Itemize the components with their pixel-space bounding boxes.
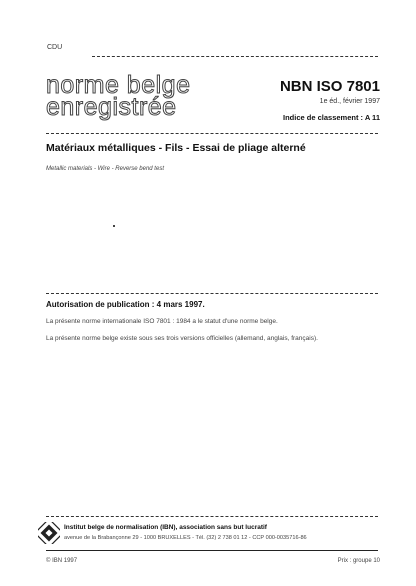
edition-date: 1e éd., février 1997 — [319, 98, 380, 105]
ibn-logo-icon — [38, 522, 60, 544]
brand-line-2: enregistrée — [46, 93, 177, 121]
header-separator — [46, 133, 378, 134]
document-subtitle: Metallic materials - Wire - Reverse bend test — [46, 166, 164, 172]
brand-line-1: norme belge — [46, 71, 191, 99]
publication-separator — [46, 293, 378, 294]
status-note: La présente norme internationale ISO 7801 : 1984 a le statut d'une norme belge. — [46, 318, 278, 325]
classification-index: Indice de classement : A 11 — [283, 113, 380, 122]
price-group: Prix : groupe 10 — [337, 558, 380, 564]
copyright: © IBN 1997 — [46, 558, 78, 564]
publication-authorization: Autorisation de publication : 4 mars 1997. — [46, 300, 205, 309]
footer-separator — [46, 516, 378, 517]
versions-note: La présente norme belge existe sous ses trois versions officielles (allemand, anglais, français). — [46, 335, 318, 342]
institute-address: avenue de la Brabançonne 29 - 1000 BRUXELLES - Tél. (32) 2 738 01 12 - CCP 000-0035716-86 — [64, 535, 307, 541]
cdu-label: CDU — [47, 44, 63, 51]
speck-mark — [113, 225, 115, 227]
cdu-dotted-line — [92, 56, 378, 57]
footer-rule — [46, 550, 378, 551]
document-title: Matériaux métalliques - Fils - Essai de pliage alterné — [46, 142, 306, 154]
standard-number: NBN ISO 7801 — [279, 78, 380, 95]
institute-name: Institut belge de normalisation (IBN), association sans but lucratif — [64, 524, 267, 531]
